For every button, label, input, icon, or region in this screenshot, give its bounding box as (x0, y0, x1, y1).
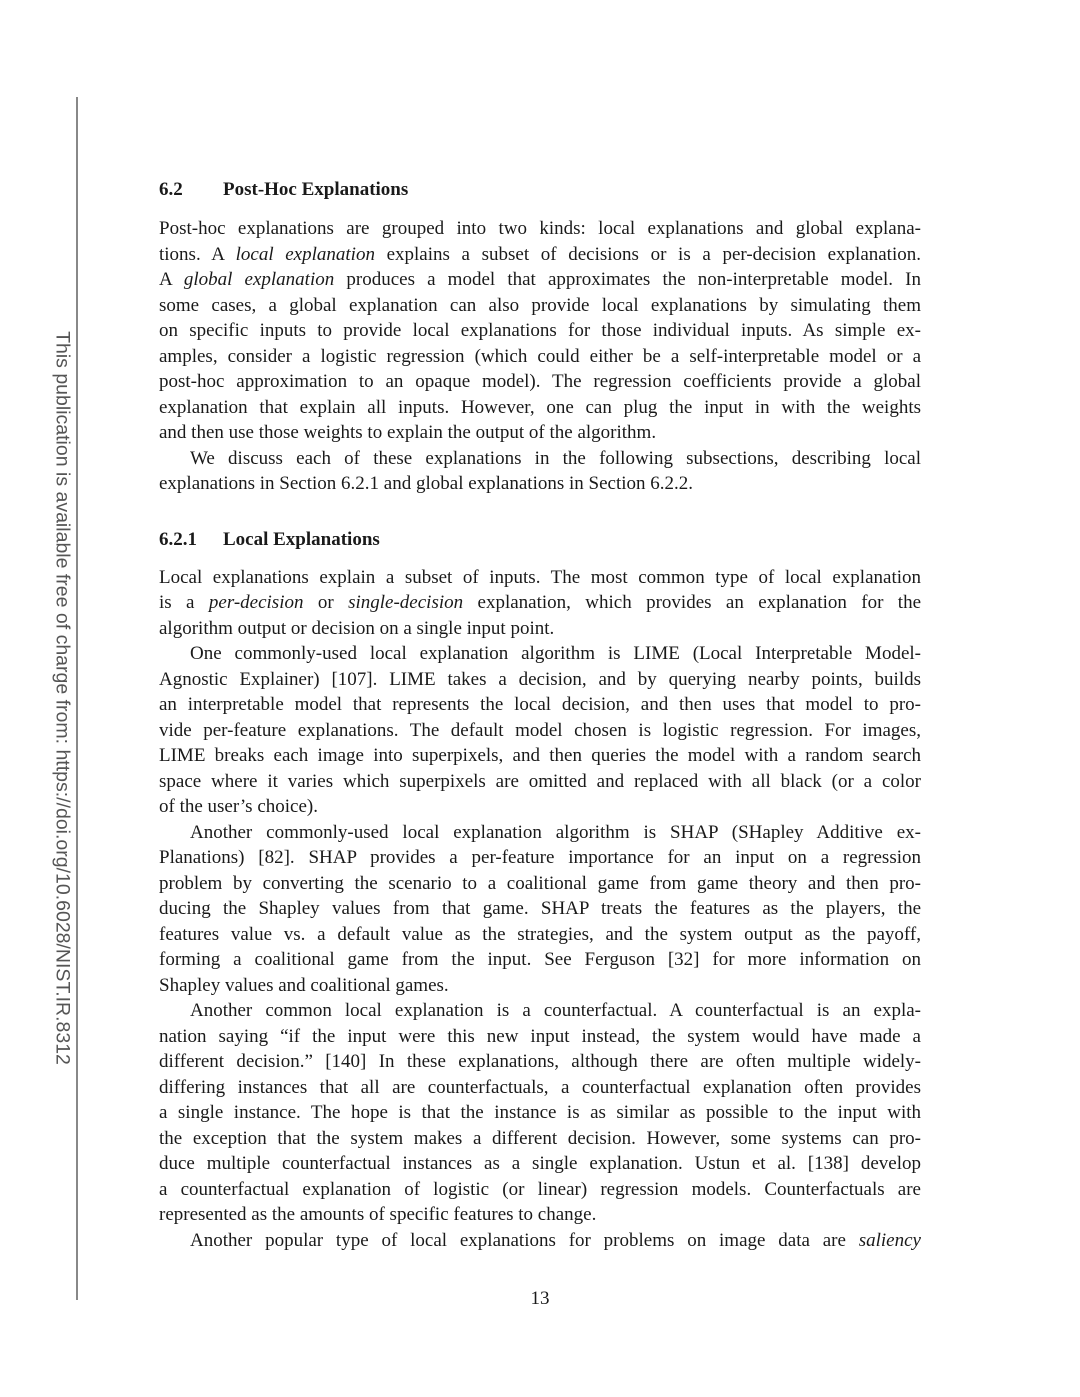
emphasized-term: single-decision (348, 592, 464, 613)
paragraph (159, 446, 921, 497)
text-span: tions. A (159, 243, 236, 265)
text-line: amples, consider a logistic regression (which could either be a self-interpretable model or a (159, 345, 921, 367)
text-line: ducing the Shapley values from that game. SHAP treats the features as the players, the (159, 898, 921, 919)
section-number: 6.2 (159, 179, 183, 200)
text-line: Shapley values and coalitional games. (159, 974, 449, 996)
section-title: Post-Hoc Explanations (223, 179, 409, 200)
text-line: algorithm output or decision on a single input point. (159, 617, 555, 639)
text-line: Another commonly-used local explanation algorithm is SHAP (SHapley Additive ex- (190, 821, 921, 843)
text-line (159, 590, 921, 616)
paragraph (159, 565, 921, 642)
text-line: Agnostic Explainer) [107]. LIME takes a decision, and by querying nearby points, builds (159, 668, 921, 690)
text-line: Planations) [82]. SHAP provides a per-feature importance for an input on a regression (159, 847, 921, 868)
emphasized-term: saliency (858, 1229, 921, 1251)
text-line: vide per-feature explanations. The default model chosen is logistic regression. For images, (159, 719, 921, 741)
text-line: post-hoc approximation to an opaque model). The regression coefficients provide a global (159, 371, 921, 392)
text-line: explanation that explain all inputs. However, one can plug the input in with the weights (159, 396, 921, 418)
text-line (159, 1228, 921, 1254)
text-line: space where it varies which superpixels are omitted and replaced with all black (or a color (159, 770, 921, 792)
text-line: and then use those weights to explain the output of the algorithm. (159, 422, 657, 443)
text-line: Local explanations explain a subset of inputs. The most common type of local explanation (159, 566, 921, 588)
sidebar-availability-note: This publication is available free of charge from: https://doi.org/10.6028/NIST.IR.8312 (51, 331, 74, 1065)
text-line: Another common local explanation is a counterfactual. A counterfactual is an expla- (190, 1000, 921, 1021)
subsection-heading (159, 527, 921, 553)
text-line (159, 267, 921, 293)
text-span: produces a model that approximates the non-interpretable model. In (334, 269, 921, 290)
text-line: explanations in Section 6.2.1 and global explanations in Section 6.2.2. (159, 473, 694, 494)
text-span: A (159, 269, 184, 290)
page-body (159, 177, 921, 1253)
emphasized-term: per-decision (208, 592, 304, 613)
margin-rule (76, 97, 78, 1300)
text-line: the exception that the system makes a different decision. However, some systems can pro- (159, 1127, 921, 1149)
paragraph (159, 641, 921, 820)
page-number: 13 (530, 1288, 550, 1309)
text-line: Post-hoc explanations are grouped into two kinds: local explanations and global explana- (159, 218, 921, 239)
text-span: is a (159, 592, 209, 613)
section-intro (159, 216, 921, 497)
text-line: an interpretable model that represents the local decision, and then uses that model to pro- (159, 694, 921, 715)
paragraph (159, 998, 921, 1228)
text-line: a single instance. The hope is that the instance is as similar as possible to the input with (159, 1102, 921, 1123)
paragraph (159, 216, 921, 446)
subsection-body (159, 565, 921, 1254)
text-line: nation saying “if the input were this new input instead, the system would have made a (159, 1025, 921, 1047)
text-line: a counterfactual explanation of logistic (or linear) regression models. Counterfactuals are (159, 1178, 921, 1200)
text-span: or (303, 592, 349, 613)
text-line: different decision.” [140] In these explanations, although there are often multiple widely- (159, 1051, 921, 1072)
text-line: duce multiple counterfactual instances as a single explanation. Ustun et al. [138] develop (159, 1153, 921, 1174)
text-line: forming a coalitional game from the input. See Ferguson [32] for more information on (159, 949, 921, 970)
text-line: One commonly-used local explanation algorithm is LIME (Local Interpretable Model- (190, 643, 921, 664)
text-line (159, 242, 921, 268)
text-line: some cases, a global explanation can also provide local explanations by simulating them (159, 294, 921, 316)
text-line: We discuss each of these explanations in the following subsections, describing local (190, 447, 921, 469)
text-span: explains a subset of decisions or is a per-decision explanation. (374, 243, 921, 265)
text-line: features value vs. a default value as the strategies, and the system output as the payoff, (159, 923, 921, 945)
subsection-number: 6.2.1 (159, 528, 197, 550)
emphasized-term: global explanation (183, 269, 335, 290)
text-line: represented as the amounts of specific features to change. (159, 1204, 597, 1225)
emphasized-term: local explanation (235, 243, 375, 265)
section-heading (159, 177, 921, 203)
text-line: on specific inputs to provide local explanations for those individual inputs. As simple ex- (159, 320, 921, 341)
text-line: problem by converting the scenario to a coalitional game from game theory and then pro- (159, 872, 921, 894)
text-line: differing instances that all are counterfactuals, a counterfactual explanation often provides (159, 1076, 921, 1098)
subsection-title: Local Explanations (223, 528, 380, 550)
paragraph (159, 1228, 921, 1254)
paragraph (159, 820, 921, 999)
text-span: Another popular type of local explanations for problems on image data are (190, 1229, 859, 1251)
text-line: LIME breaks each image into superpixels, and then queries the model with a random search (159, 745, 921, 766)
text-line: of the user’s choice). (159, 796, 318, 817)
text-span: explanation, which provides an explanation for the (463, 592, 922, 613)
